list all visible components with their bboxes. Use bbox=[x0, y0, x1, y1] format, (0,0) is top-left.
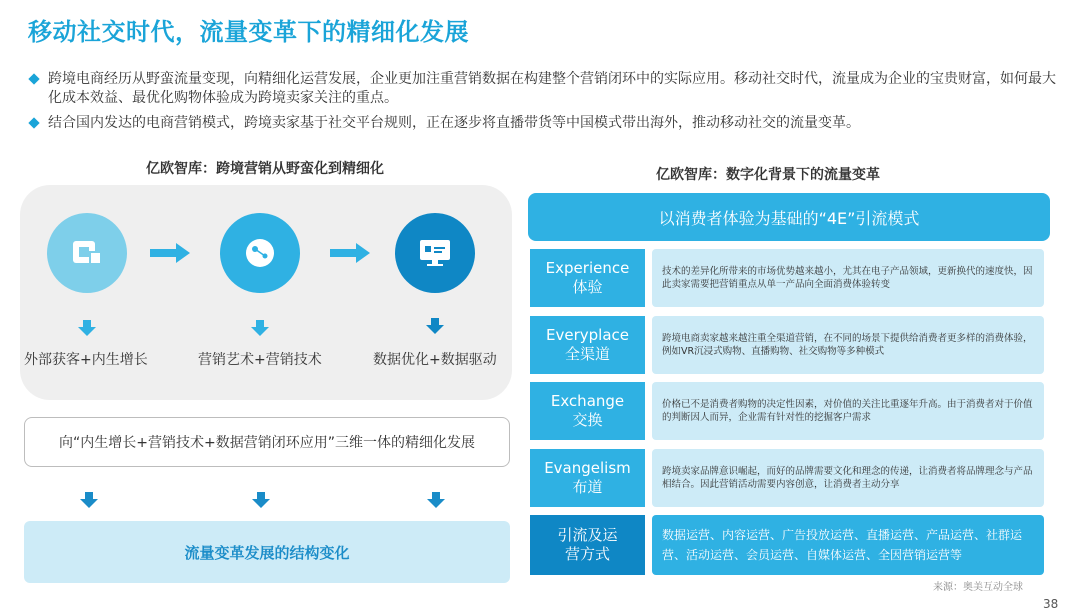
down-arrow-icon bbox=[251, 320, 269, 336]
row-label-line1: 引流及运 bbox=[557, 526, 618, 544]
row-label-operations bbox=[530, 515, 645, 575]
step-label-1: 外部获客+内生增长 bbox=[24, 352, 148, 368]
row-label-cn: 布道 bbox=[572, 478, 603, 496]
left-subtitle: 亿欧智库：跨境营销从野蛮化到精细化 bbox=[146, 161, 384, 177]
row-label-exchange bbox=[530, 382, 645, 440]
share-icon bbox=[70, 238, 104, 268]
row-label-everyplace bbox=[530, 316, 645, 374]
row-label-line2: 营方式 bbox=[564, 545, 610, 563]
summary-box: 向“内生增长+营销技术+数据营销闭环应用”三维一体的精细化发展 bbox=[24, 417, 510, 467]
row-label-cn: 体验 bbox=[572, 278, 603, 296]
source-note: 来源：奥美互动全球 bbox=[933, 582, 1023, 593]
row-label-en: Exchange bbox=[550, 392, 625, 410]
diamond-bullet-icon bbox=[28, 117, 39, 128]
right-subtitle: 亿欧智库：数字化背景下的流量变革 bbox=[656, 167, 880, 183]
model-header: 以消费者体验为基础的“4E”引流模式 bbox=[528, 193, 1050, 241]
bullet-item bbox=[28, 114, 1058, 133]
row-desc-exchange: 价格已不是消费者购物的决定性因素，对价值的关注比重逐年升高。由于消费者对于价值的判断因人而异，企业需有针对性的挖掘客户需求 bbox=[652, 382, 1044, 440]
down-arrow-icon bbox=[252, 492, 270, 508]
row-label-en: Experience bbox=[545, 259, 630, 277]
step-label-2: 营销艺术+营销技术 bbox=[198, 352, 322, 368]
down-arrow-icon bbox=[427, 492, 445, 508]
result-box: 流量变革发展的结构变化 bbox=[24, 521, 510, 583]
diamond-bullet-icon bbox=[28, 73, 39, 84]
right-arrow-icon bbox=[150, 243, 190, 263]
right-arrow-icon bbox=[330, 243, 370, 263]
globe-network-icon bbox=[242, 235, 278, 271]
bullet-text: 结合国内发达的电商营销模式，跨境卖家基于社交平台规则，正在逐步将直播带货等中国模式带出海外，推动移动社交的流量变革。 bbox=[48, 115, 860, 131]
monitor-data-icon bbox=[417, 237, 453, 269]
down-arrow-icon bbox=[78, 320, 96, 336]
down-arrow-icon bbox=[426, 318, 444, 334]
row-desc-everyplace: 跨境电商卖家越来越注重全渠道营销，在不同的场景下提供给消费者更多样的消费体验，例如VR沉浸式购物、直播购物、社交购物等多种模式 bbox=[652, 316, 1044, 374]
page-title: 移动社交时代，流量变革下的精细化发展 bbox=[28, 18, 469, 46]
down-arrow-icon bbox=[80, 492, 98, 508]
page-number: 38 bbox=[1043, 597, 1059, 611]
bullet-text: 跨境电商经历从野蛮流量变现，向精细化运营发展，企业更加注重营销数据在构建整个营销闭环中的实际应用。移动社交时代，流量成为企业的宝贵财富，如何最大化成本效益、最优化购物体验成为跨境卖家关注的重点。 bbox=[48, 71, 1056, 106]
row-label-en: Evangelism bbox=[544, 459, 631, 477]
step-circle-2 bbox=[220, 213, 300, 293]
row-label-experience bbox=[530, 249, 645, 307]
row-label-en: Everyplace bbox=[546, 326, 629, 344]
bullet-list bbox=[28, 70, 1058, 139]
step-label-3: 数据优化+数据驱动 bbox=[373, 352, 497, 368]
row-label-cn: 全渠道 bbox=[564, 345, 610, 363]
bullet-item bbox=[28, 70, 1058, 108]
step-circle-3 bbox=[395, 213, 475, 293]
row-desc-operations: 数据运营、内容运营、广告投放运营、直播运营、产品运营、社群运营、活动运营、会员运营、自媒体运营、全因营销运营等 bbox=[652, 515, 1044, 575]
step-circle-1 bbox=[47, 213, 127, 293]
row-desc-experience: 技术的差异化所带来的市场优势越来越小，尤其在电子产品领域，更新换代的速度快，因此卖家需要把营销重点从单一产品向全面消费体验转变 bbox=[652, 249, 1044, 307]
row-label-evangelism bbox=[530, 449, 645, 507]
row-label-cn: 交换 bbox=[572, 411, 603, 429]
row-desc-evangelism: 跨境卖家品牌意识崛起，而好的品牌需要文化和理念的传递，让消费者将品牌理念与产品相结合。因此营销活动需要内容创意，让消费者主动分享 bbox=[652, 449, 1044, 507]
